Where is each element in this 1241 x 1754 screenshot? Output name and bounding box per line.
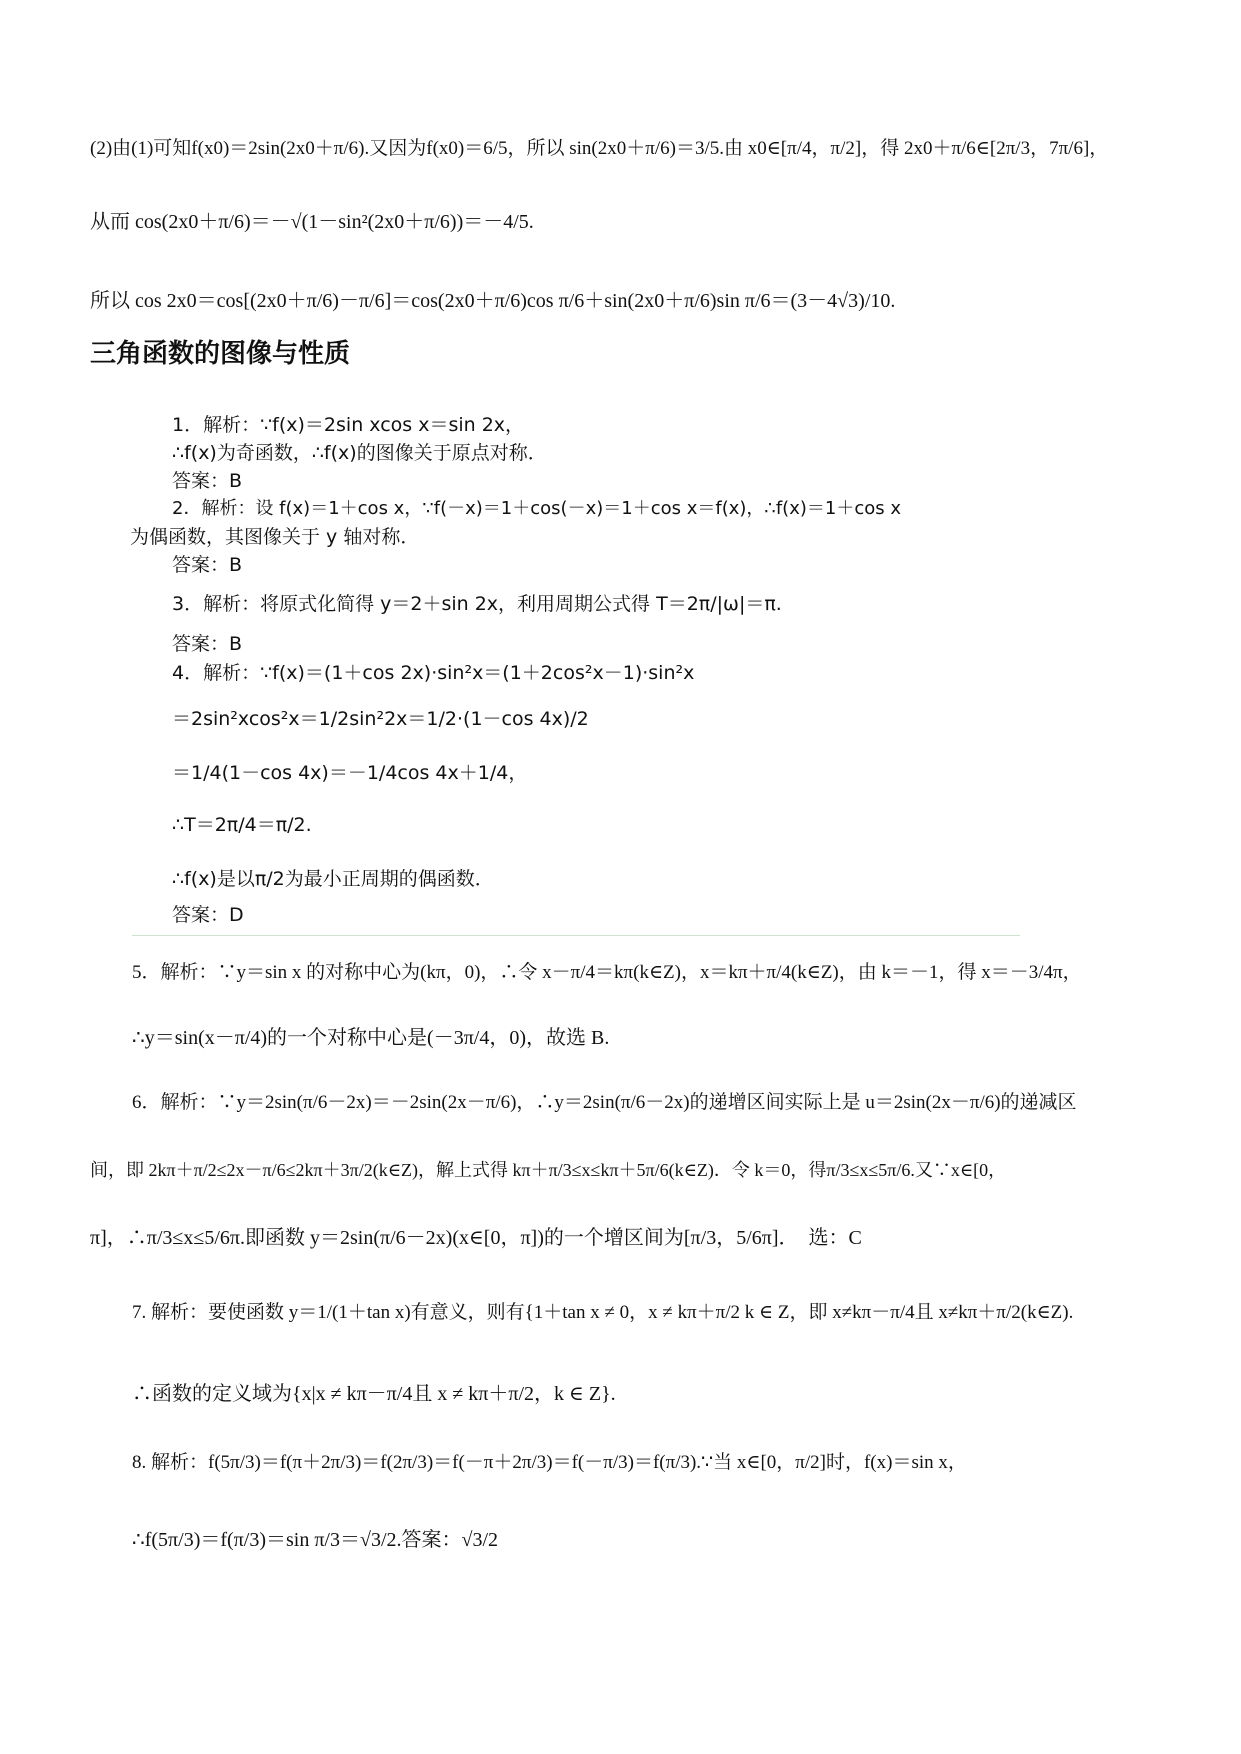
top-line-2: 从而 cos(2x0＋π/6)＝－√(1－sin²(2x0＋π/6))＝－4/5.	[90, 211, 534, 233]
solution-line: 8. 解析：f(5π/3)＝f(π＋2π/3)＝f(2π/3)＝f(－π＋2π/3)＝f(－π/3)＝f(π/3).∵当 x∈[0，π/2]时，f(x)＝sin x，	[132, 1452, 967, 1473]
solution-line: 3．解析：将原式化简得 y＝2＋sin 2x，利用周期公式得 T＝2π/|ω|＝π.	[172, 593, 782, 615]
solution-line: ∴y＝sin(x－π/4)的一个对称中心是(－3π/4，0)，故选 B.	[132, 1027, 610, 1049]
top-line-3: 所以 cos 2x0＝cos[(2x0＋π/6)－π/6]＝cos(2x0＋π/6)cos π/6＋sin(2x0＋π/6)sin π/6＝(3－4√3)/10.	[90, 290, 896, 312]
solution-line: 4．解析：∵f(x)＝(1＋cos 2x)·sin²x＝(1＋2cos²x－1)·sin²x	[172, 662, 695, 684]
answer-line: 答案：B	[172, 470, 243, 492]
section-title: 三角函数的图像与性质	[90, 339, 351, 369]
solution-line: ∴f(x)为奇函数，∴f(x)的图像关于原点对称．	[172, 442, 547, 464]
solution-line: 1．解析：∵f(x)＝2sin xcos x＝sin 2x，	[172, 414, 525, 436]
solution-line: 2．解析：设 f(x)＝1＋cos x，∵f(－x)＝1＋cos(－x)＝1＋cos x＝f(x)，∴f(x)＝1＋cos x	[172, 498, 901, 519]
solution-line: 间，即 2kπ＋π/2≤2x－π/6≤2kπ＋3π/2(k∈Z)，解上式得 kπ＋π/3≤x≤kπ＋5π/6(k∈Z)．令 k＝0，得π/3≤x≤5π/6.又∵x∈[0，	[90, 1160, 1007, 1180]
answer-line: 答案：D	[172, 904, 244, 926]
solution-line: 为偶函数，其图像关于 y 轴对称．	[130, 526, 420, 548]
solution-line: ∴f(x)是以π/2为最小正周期的偶函数．	[172, 868, 494, 890]
solution-line: ＝2sin²xcos²x＝1/2sin²2x＝1/2·(1－cos 4x)/2	[172, 708, 589, 730]
top-line-1: (2)由(1)可知f(x0)＝2sin(2x0＋π/6).又因为f(x0)＝6/5，所以 sin(2x0＋π/6)＝3/5.由 x0∈[π/4，π/2]，得 2x0＋π/6∈[2π/3，7π/6]，	[90, 138, 1109, 159]
solution-line: ＝1/4(1－cos 4x)＝－1/4cos 4x＋1/4，	[172, 762, 528, 784]
answer-line: 答案：B	[172, 554, 243, 576]
section-divider	[132, 935, 1020, 936]
solution-line: 5．解析：∵y＝sin x 的对称中心为(kπ，0)，∴令 x－π/4＝kπ(k∈Z)，x＝kπ＋π/4(k∈Z)，由 k＝－1，得 x＝－3/4π，	[132, 962, 1082, 983]
solution-line: ∴T＝2π/4＝π/2.	[172, 814, 312, 836]
answer-line: 答案：B	[172, 633, 243, 655]
solution-line: 6．解析：∵y＝2sin(π/6－2x)＝－2sin(2x－π/6)，∴y＝2sin(π/6－2x)的递增区间实际上是 u＝2sin(2x－π/6)的递减区	[132, 1092, 1077, 1113]
solution-line: ∴函数的定义域为{x|x ≠ kπ－π/4且 x ≠ kπ＋π/2，k ∈ Z}.	[132, 1383, 616, 1405]
solution-line: π]，∴π/3≤x≤5/6π.即函数 y＝2sin(π/6－2x)(x∈[0，π])的一个增区间为[π/3，5/6π]． 选：C	[90, 1227, 862, 1249]
solution-line: ∴f(5π/3)＝f(π/3)＝sin π/3＝√3/2.答案：√3/2	[132, 1529, 499, 1551]
solution-line: 7. 解析：要使函数 y＝1/(1＋tan x)有意义，则有{1＋tan x ≠ 0，x ≠ kπ＋π/2 k ∈ Z，即 x≠kπ－π/4且 x≠kπ＋π/2(k∈Z).	[132, 1302, 1074, 1323]
